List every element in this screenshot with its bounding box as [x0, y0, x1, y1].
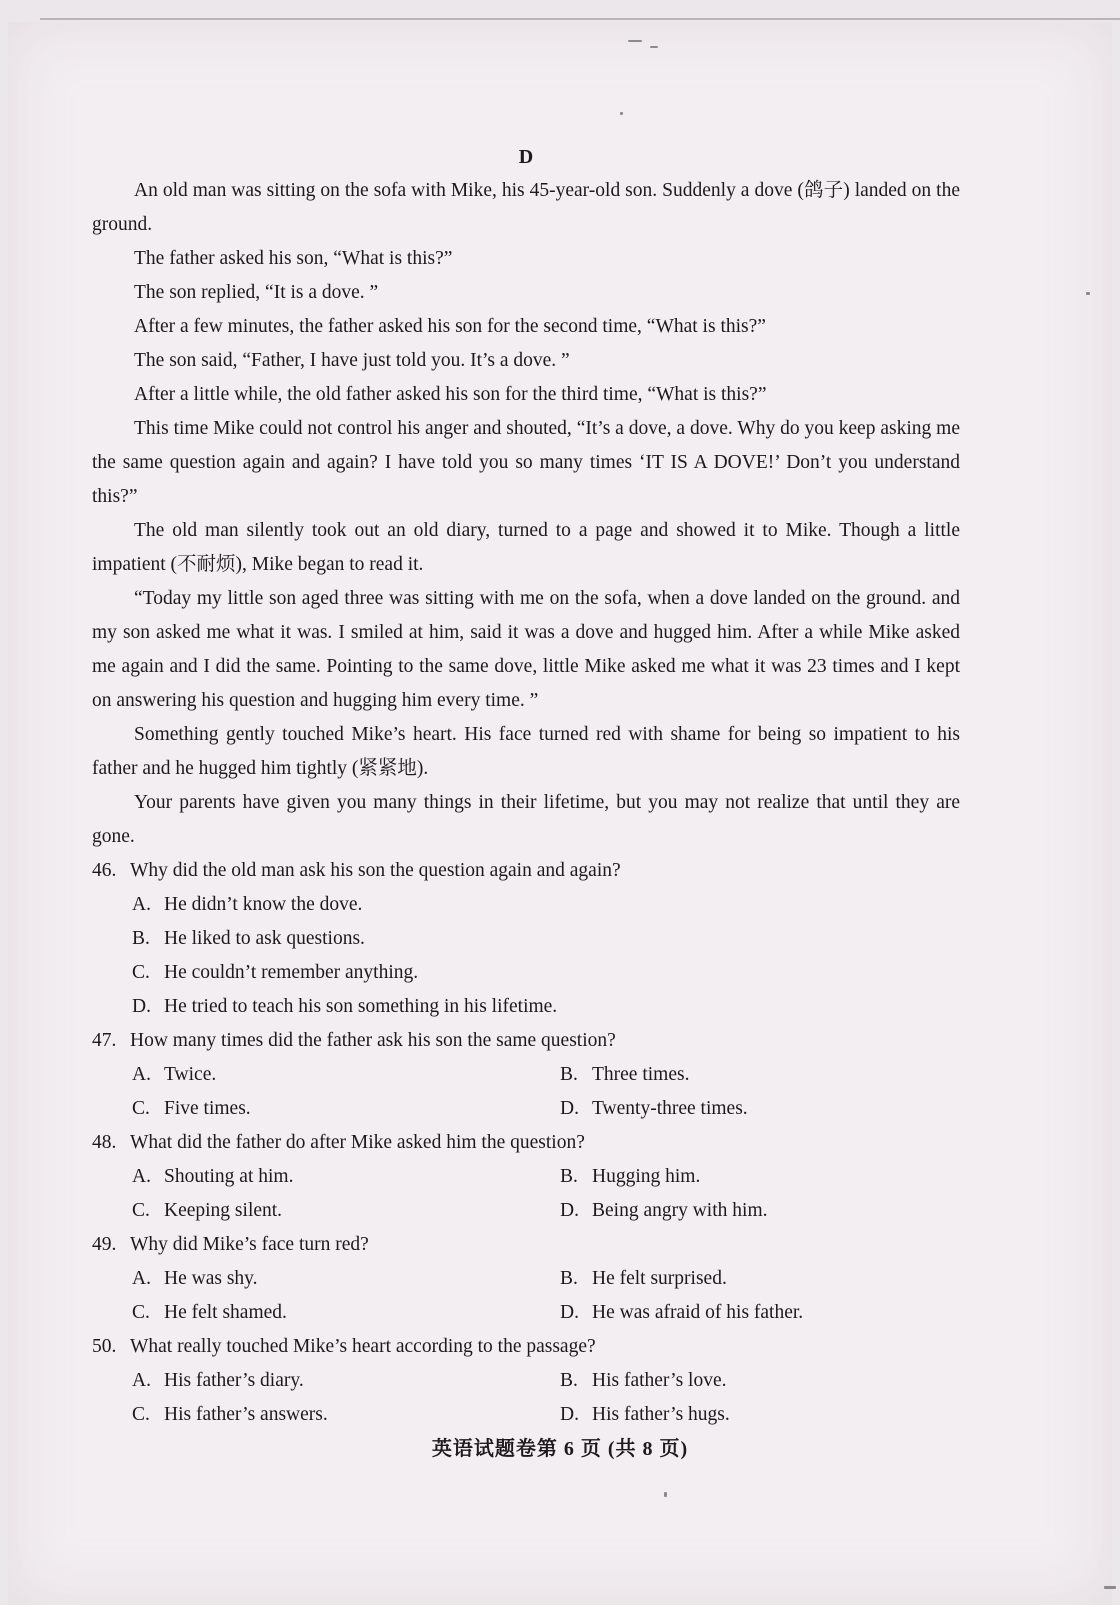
passage-paragraph: This time Mike could not control his anger and shouted, “It’s a dove, a dove. Why do you keep asking me the same question again and again? I have told you so many times ‘IT IS A DOVE!’ Don’t you understand this?”	[92, 418, 960, 507]
option-letter: D.	[132, 996, 151, 1017]
option-d	[132, 990, 960, 1024]
option-d	[560, 1194, 960, 1228]
option-d	[560, 1398, 960, 1432]
passage-paragraph: The son replied, “It is a dove. ”	[134, 282, 379, 303]
option-letter: C.	[132, 1200, 150, 1221]
scan-edge-line	[40, 18, 1120, 20]
option-c	[132, 956, 960, 990]
option-text: Being angry with him.	[592, 1200, 768, 1221]
passage-paragraph: Your parents have given you many things in their lifetime, but you may not realize that until they are gone.	[92, 792, 960, 847]
option-letter: A.	[132, 1166, 151, 1187]
option-letter: D.	[560, 1098, 579, 1119]
passage	[92, 174, 960, 854]
option-text: He couldn’t remember anything.	[164, 962, 419, 983]
option-letter: B.	[132, 928, 150, 949]
section-title: D	[518, 146, 534, 168]
option-text: He was shy.	[164, 1268, 258, 1289]
reading-section	[92, 140, 960, 1432]
option-letter: B.	[560, 1064, 578, 1085]
options	[92, 1364, 960, 1432]
option-text: His father’s answers.	[164, 1404, 328, 1425]
option-b	[560, 1160, 960, 1194]
option-text: He tried to teach his son something in his lifetime.	[164, 996, 558, 1017]
passage-paragraph: The old man silently took out an old diary, turned to a page and showed it to Mike. Though a little impatient (不耐烦), Mike began to read it.	[92, 520, 960, 575]
option-text: He didn’t know the dove.	[164, 894, 363, 915]
option-text: His father’s diary.	[164, 1370, 304, 1391]
passage-paragraph: Something gently touched Mike’s heart. His face turned red with shame for being so impatient to his father and he hugged him tightly (紧紧地).	[92, 724, 960, 779]
option-c	[132, 1092, 560, 1126]
option-letter: C.	[132, 962, 150, 983]
option-letter: B.	[560, 1370, 578, 1391]
question-46	[92, 854, 960, 1024]
question-text: What really touched Mike’s heart according to the passage?	[130, 1336, 596, 1357]
option-text: Keeping silent.	[164, 1200, 283, 1221]
option-letter: A.	[132, 1064, 151, 1085]
passage-paragraph: The father asked his son, “What is this?”	[134, 248, 453, 269]
option-b	[560, 1262, 960, 1296]
option-text: Hugging him.	[592, 1166, 701, 1187]
question-stem	[92, 1228, 960, 1262]
option-letter: C.	[132, 1098, 150, 1119]
option-a	[132, 1160, 560, 1194]
question-stem	[92, 1024, 960, 1058]
option-a	[132, 1364, 560, 1398]
question-text: How many times did the father ask his son the same question?	[130, 1030, 616, 1051]
option-letter: A.	[132, 1370, 151, 1391]
scan-speck	[1104, 1586, 1116, 1589]
options	[92, 1160, 960, 1228]
option-letter: C.	[132, 1404, 150, 1425]
option-text: Twenty-three times.	[592, 1098, 748, 1119]
question-text: Why did Mike’s face turn red?	[130, 1234, 369, 1255]
option-text: He was afraid of his father.	[592, 1302, 804, 1323]
question-number: 48.	[92, 1132, 117, 1153]
question-number: 50.	[92, 1336, 117, 1357]
option-c	[132, 1398, 560, 1432]
question-49	[92, 1228, 960, 1330]
option-text: His father’s love.	[592, 1370, 727, 1391]
option-d	[560, 1296, 960, 1330]
scan-speck	[1086, 292, 1090, 295]
option-b	[560, 1058, 960, 1092]
page-footer: 英语试题卷第 6 页 (共 8 页)	[431, 1438, 689, 1460]
option-text: Shouting at him.	[164, 1166, 294, 1187]
option-letter: B.	[560, 1166, 578, 1187]
question-stem	[92, 1126, 960, 1160]
passage-paragraph: After a little while, the old father asked his son for the third time, “What is this?”	[134, 384, 767, 405]
options	[92, 1058, 960, 1126]
option-text: Three times.	[592, 1064, 690, 1085]
passage-paragraph: After a few minutes, the father asked his son for the second time, “What is this?”	[134, 316, 766, 337]
question-stem	[92, 1330, 960, 1364]
passage-paragraph: The son said, “Father, I have just told you. It’s a dove. ”	[134, 350, 570, 371]
option-a	[132, 1262, 560, 1296]
options	[92, 888, 960, 1024]
option-letter: B.	[560, 1268, 578, 1289]
option-a	[132, 1058, 560, 1092]
option-text: He felt shamed.	[164, 1302, 287, 1323]
scan-speck	[628, 40, 642, 42]
option-c	[132, 1194, 560, 1228]
passage-paragraph: An old man was sitting on the sofa with Mike, his 45-year-old son. Suddenly a dove (鸽子) landed on the ground.	[92, 180, 960, 235]
option-b	[560, 1364, 960, 1398]
question-number: 47.	[92, 1030, 117, 1051]
option-text: His father’s hugs.	[592, 1404, 730, 1425]
option-letter: D.	[560, 1404, 579, 1425]
scan-speck	[620, 112, 623, 115]
option-c	[132, 1296, 560, 1330]
option-text: Five times.	[164, 1098, 251, 1119]
option-text: He felt surprised.	[592, 1268, 727, 1289]
option-letter: A.	[132, 894, 151, 915]
option-d	[560, 1092, 960, 1126]
option-b	[132, 922, 960, 956]
options	[92, 1262, 960, 1330]
question-48	[92, 1126, 960, 1228]
question-number: 49.	[92, 1234, 117, 1255]
question-text: Why did the old man ask his son the question again and again?	[130, 860, 621, 881]
scan-speck	[664, 1492, 667, 1497]
question-text: What did the father do after Mike asked him the question?	[130, 1132, 585, 1153]
option-a	[132, 888, 960, 922]
question-stem	[92, 854, 960, 888]
question-50	[92, 1330, 960, 1432]
option-text: Twice.	[164, 1064, 217, 1085]
option-letter: D.	[560, 1302, 579, 1323]
scan-speck	[650, 46, 658, 48]
passage-paragraph: “Today my little son aged three was sitting with me on the sofa, when a dove landed on the ground. and my son asked me what it was. I smiled at him, said it was a dove and hugged him. After a while Mike asked me again and I did the same. Pointing to the same dove, little Mike asked me what it was 23 times and I kept on answering his question and hugging him every time. ”	[92, 588, 960, 711]
option-letter: A.	[132, 1268, 151, 1289]
option-letter: D.	[560, 1200, 579, 1221]
question-number: 46.	[92, 860, 117, 881]
option-letter: C.	[132, 1302, 150, 1323]
option-text: He liked to ask questions.	[164, 928, 365, 949]
question-47	[92, 1024, 960, 1126]
